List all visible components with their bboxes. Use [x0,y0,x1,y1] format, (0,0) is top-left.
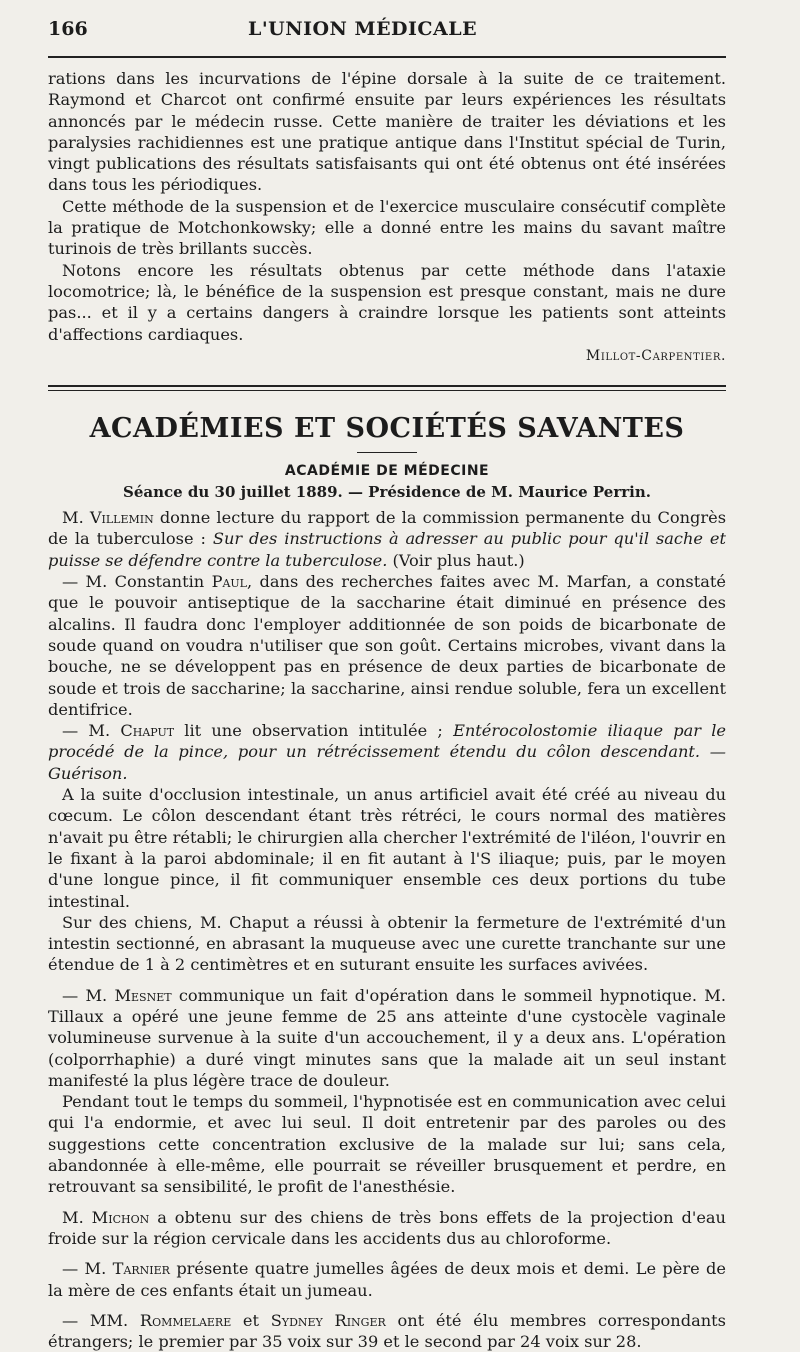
entry-chaput-paragraph-3: Sur des chiens, M. Chaput a réussi à obtenir la fermeture de l'extrémité d'un intestin sectionné, en abrasant la muqueuse avec une curette tranchante sur une étendue de 1 à 2 centimètres et en suturant ensuite les surfaces avivées. [48,912,726,975]
journal-title: L'UNION MÉDICALE [248,18,478,40]
entry-gap [48,1301,726,1310]
entry-tarnier [48,1258,726,1301]
report-title: Sur des instructions à adresser au public pour qu'il sache et puisse se défendre contre la tuberculose. [48,529,726,570]
intro-paragraph-1: rations dans les incurvations de l'épine dorsale à la suite de ce traitement. Raymond et Charcot ont confirmé ensuite par leurs expériences les résultats annoncés par le médecin russe. Cette manière de traiter les déviations et les paralysies rachidiennes est une pratique antique dans l'Institut spécial de Turin, vingt publications des résultats satisfaisants qui ont été obtenus ont été insérées dans tous les périodiques. [48,69,726,195]
title-underline [357,452,417,453]
entry-gap [48,1249,726,1258]
speaker-name: Rommelaere [139,1310,232,1330]
entry-lead: M. [62,508,90,528]
entry-chaput [48,720,726,784]
speaker-name: Sydney Ringer [270,1310,386,1330]
entry-text: et [231,1310,271,1330]
entry-text: lit une observation intitulée ; [174,721,454,741]
entry-lead: — M. [62,1259,113,1279]
entry-lead: — MM. [62,1310,140,1330]
speaker-name: Paul [211,572,247,592]
section-title: ACADÉMIES ET SOCIÉTÉS SAVANTES [89,413,685,445]
page-number: 166 [48,18,88,40]
entry-mesnet-paragraph-2: Pendant tout le temps du sommeil, l'hypnotisée est en communication avec celui qui l'a endormie, et avec lui seul. Il doit entretenir par des paroles ou des suggestions cette concentration exclusive de la malade sur lui; sans cela, abandonnée à elle-même, elle pourrait se réveiller brusquement et perdre, en retrouvant sa sensibilité, le profit de l'anesthésie. [48,1092,726,1197]
entry-lead: — M. [62,721,121,741]
intro-block [48,68,726,367]
entry-chaput-paragraph-2: A la suite d'occlusion intestinale, un anus artificiel avait été créé au niveau du cœcum. Le côlon descendant étant très rétréci, le cours normal des matières n'avait pu être rétabli; le chirurgien alla chercher l'extrémité de l'iléon, l'ouvrir en le fixant à la paroi abdominale; il en fit autant à l'S iliaque; puis, par le moyen d'une longue pince, il fit communiquer ensemble ces deux portions du tube intestinal. [48,785,726,911]
entry-lead: — M. [62,985,115,1005]
running-head [48,18,726,48]
observation-title: Entérocolostomie iliaque par le procédé de la pince, pour un rétrécissement étendu du côlon descendant. — Guérison. [48,721,726,783]
entry-text: communique un fait d'opération dans le sommeil hypnotique. M. Tillaux a opéré une jeune femme de 25 ans atteinte d'une cystocèle vaginale volumineuse survenue à la suite d'un accouchement, il y a deux ans. L'opération (colporrhaphie) a duré vingt minutes sans que la malade ait un seul instant manifesté la plus légère trace de douleur. [48,985,727,1090]
intro-paragraph-2: Cette méthode de la suspension et de l'exercice musculaire consécutif complète la pratique de Motchonkowsky; elle a donné entre les mains du savant maître turinois de très brillants succès. [48,196,726,259]
entry-gap [48,1198,726,1207]
speaker-name: Tarnier [112,1259,170,1279]
entry-correspondants [48,1310,726,1352]
entry-text: ont été élu membres correspondants étrangers; le premier par 35 voix sur 39 et le second par 24 voix sur 28. [48,1310,726,1352]
entry-lead: M. [62,1207,92,1227]
entry-text: (Voir plus haut.) [387,550,525,570]
author-signature: Millot-Carpentier. [585,347,726,364]
entry-paul [48,571,726,720]
entry-michon [48,1207,726,1250]
entry-text: présente quatre jumelles âgées de deux mois et demi. Le père de la mère de ces enfants était un jumeau. [48,1259,726,1300]
speaker-name: Mesnet [114,985,172,1005]
entry-mesnet [48,985,726,1091]
entry-text: donne lecture du rapport de la commission permanente du Congrès de la tuberculose : [48,508,726,549]
entry-text: a obtenu sur des chiens de très bons effets de la projection d'eau froide sur la région cervicale dans les accidents dus au chloroforme. [48,1207,726,1248]
section-divider [48,385,726,391]
academy-heading: ACADÉMIE DE MÉDECINE [284,463,490,480]
entry-lead: — M. Constantin [62,572,212,592]
session-line: Séance du 30 juillet 1889. — Présidence de M. Maurice Perrin. [123,483,651,502]
intro-paragraph-3: Notons encore les résultats obtenus par cette méthode dans l'ataxie locomotrice; là, le bénéfice de la suspension est presque constant, mais ne dure pas... et il y a certains dangers à craindre lorsque les patients sont atteints d'affections cardiaques. [48,260,726,344]
speaker-name: Chaput [120,721,175,741]
proceedings [48,507,726,1352]
entry-villemin [48,507,726,571]
entry-gap [48,976,726,985]
header-rule [48,56,726,58]
speaker-name: Michon [91,1207,150,1227]
speaker-name: Villemin [89,508,154,528]
entry-text: , dans des recherches faites avec M. Marfan, a constaté que le pouvoir antiseptique de la saccharine était diminué en présence des alcalins. Il faudra donc l'employer additionnée de son poids de bicarbonate de soude quand on voudra n'utiliser que son goût. Certains microbes, vivant dans la bouche, ne se développent pas en présence de deux parties de bicarbonate de soude et trois de saccharine; la saccharine, ainsi rendue soluble, fera un excellent dentifrice. [48,572,726,719]
